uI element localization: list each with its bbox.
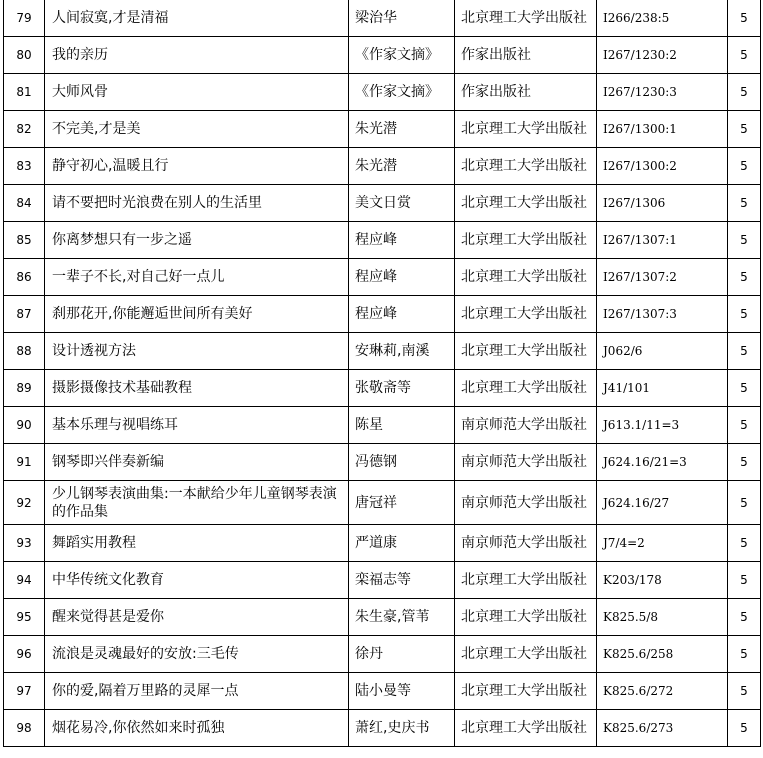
book-author: 程应峰 <box>349 259 455 296</box>
book-title: 基本乐理与视唱练耳 <box>45 407 349 444</box>
table-row <box>4 525 761 562</box>
call-number: I267/1230:2 <box>597 37 728 74</box>
table-row <box>4 444 761 481</box>
call-number: I267/1307:2 <box>597 259 728 296</box>
book-title: 少儿钢琴表演曲集:一本献给少年儿童钢琴表演的作品集 <box>45 481 349 525</box>
copies-count: 5 <box>728 222 761 259</box>
copies-count: 5 <box>728 74 761 111</box>
book-author: 陈星 <box>349 407 455 444</box>
book-title: 大师风骨 <box>45 74 349 111</box>
copies-count: 5 <box>728 370 761 407</box>
book-author: 严道康 <box>349 525 455 562</box>
call-number: J624.16/27 <box>597 481 728 525</box>
book-author: 朱光潜 <box>349 148 455 185</box>
call-number: K203/178 <box>597 562 728 599</box>
book-title: 摄影摄像技术基础教程 <box>45 370 349 407</box>
copies-count: 5 <box>728 673 761 710</box>
call-number: J613.1/11=3 <box>597 407 728 444</box>
book-title: 刹那花开,你能邂逅世间所有美好 <box>45 296 349 333</box>
copies-count: 5 <box>728 562 761 599</box>
book-title: 舞蹈实用教程 <box>45 525 349 562</box>
book-publisher: 北京理工大学出版社 <box>455 333 597 370</box>
table-row <box>4 562 761 599</box>
call-number: I267/1300:2 <box>597 148 728 185</box>
book-author: 徐丹 <box>349 636 455 673</box>
book-title: 请不要把时光浪费在别人的生活里 <box>45 185 349 222</box>
table-row <box>4 370 761 407</box>
book-list-table <box>3 0 761 747</box>
row-number: 88 <box>4 333 45 370</box>
book-publisher: 北京理工大学出版社 <box>455 370 597 407</box>
book-publisher: 北京理工大学出版社 <box>455 710 597 747</box>
call-number: K825.5/8 <box>597 599 728 636</box>
row-number: 82 <box>4 111 45 148</box>
call-number: J062/6 <box>597 333 728 370</box>
book-title: 人间寂寞,才是清福 <box>45 0 349 37</box>
copies-count: 5 <box>728 481 761 525</box>
row-number: 98 <box>4 710 45 747</box>
table-row <box>4 599 761 636</box>
book-publisher: 作家出版社 <box>455 37 597 74</box>
book-title: 中华传统文化教育 <box>45 562 349 599</box>
book-publisher: 北京理工大学出版社 <box>455 0 597 37</box>
row-number: 89 <box>4 370 45 407</box>
book-publisher: 北京理工大学出版社 <box>455 259 597 296</box>
row-number: 91 <box>4 444 45 481</box>
book-publisher: 北京理工大学出版社 <box>455 599 597 636</box>
book-author: 《作家文摘》 <box>349 37 455 74</box>
row-number: 81 <box>4 74 45 111</box>
call-number: J7/4=2 <box>597 525 728 562</box>
copies-count: 5 <box>728 0 761 37</box>
row-number: 94 <box>4 562 45 599</box>
table-row <box>4 74 761 111</box>
table-row <box>4 296 761 333</box>
call-number: I267/1307:3 <box>597 296 728 333</box>
book-publisher: 作家出版社 <box>455 74 597 111</box>
call-number: I267/1230:3 <box>597 74 728 111</box>
book-author: 美文日赏 <box>349 185 455 222</box>
row-number: 92 <box>4 481 45 525</box>
table-row <box>4 111 761 148</box>
row-number: 90 <box>4 407 45 444</box>
book-title: 一辈子不长,对自己好一点儿 <box>45 259 349 296</box>
book-title: 不完美,才是美 <box>45 111 349 148</box>
book-publisher: 北京理工大学出版社 <box>455 185 597 222</box>
book-publisher: 北京理工大学出版社 <box>455 296 597 333</box>
copies-count: 5 <box>728 148 761 185</box>
call-number: I267/1306 <box>597 185 728 222</box>
table-row <box>4 37 761 74</box>
copies-count: 5 <box>728 296 761 333</box>
row-number: 86 <box>4 259 45 296</box>
table-body <box>4 0 761 747</box>
book-author: 程应峰 <box>349 296 455 333</box>
call-number: K825.6/272 <box>597 673 728 710</box>
book-publisher: 北京理工大学出版社 <box>455 222 597 259</box>
row-number: 93 <box>4 525 45 562</box>
book-author: 程应峰 <box>349 222 455 259</box>
row-number: 95 <box>4 599 45 636</box>
row-number: 79 <box>4 0 45 37</box>
table-row <box>4 148 761 185</box>
book-title: 你的爱,隔着万里路的灵犀一点 <box>45 673 349 710</box>
row-number: 87 <box>4 296 45 333</box>
row-number: 83 <box>4 148 45 185</box>
call-number: I267/1300:1 <box>597 111 728 148</box>
book-publisher: 北京理工大学出版社 <box>455 673 597 710</box>
book-publisher: 南京师范大学出版社 <box>455 481 597 525</box>
book-author: 冯德钢 <box>349 444 455 481</box>
book-title: 钢琴即兴伴奏新编 <box>45 444 349 481</box>
book-title: 我的亲历 <box>45 37 349 74</box>
book-title: 设计透视方法 <box>45 333 349 370</box>
row-number: 80 <box>4 37 45 74</box>
row-number: 97 <box>4 673 45 710</box>
book-author: 栾福志等 <box>349 562 455 599</box>
copies-count: 5 <box>728 444 761 481</box>
book-author: 萧红,史庆书 <box>349 710 455 747</box>
book-author: 《作家文摘》 <box>349 74 455 111</box>
table-row <box>4 636 761 673</box>
table-row <box>4 259 761 296</box>
table-row <box>4 185 761 222</box>
call-number: K825.6/273 <box>597 710 728 747</box>
copies-count: 5 <box>728 259 761 296</box>
book-title: 静守初心,温暖且行 <box>45 148 349 185</box>
copies-count: 5 <box>728 525 761 562</box>
book-publisher: 南京师范大学出版社 <box>455 444 597 481</box>
book-title: 你离梦想只有一步之遥 <box>45 222 349 259</box>
book-title: 醒来觉得甚是爱你 <box>45 599 349 636</box>
book-author: 朱生豪,管苇 <box>349 599 455 636</box>
book-author: 张敬斋等 <box>349 370 455 407</box>
copies-count: 5 <box>728 636 761 673</box>
table-row <box>4 333 761 370</box>
copies-count: 5 <box>728 599 761 636</box>
row-number: 96 <box>4 636 45 673</box>
copies-count: 5 <box>728 407 761 444</box>
book-publisher: 南京师范大学出版社 <box>455 525 597 562</box>
copies-count: 5 <box>728 185 761 222</box>
book-publisher: 北京理工大学出版社 <box>455 111 597 148</box>
book-author: 唐冠祥 <box>349 481 455 525</box>
table-row <box>4 222 761 259</box>
row-number: 84 <box>4 185 45 222</box>
copies-count: 5 <box>728 333 761 370</box>
book-title: 烟花易冷,你依然如来时孤独 <box>45 710 349 747</box>
copies-count: 5 <box>728 111 761 148</box>
table-row <box>4 673 761 710</box>
table-row <box>4 407 761 444</box>
book-publisher: 南京师范大学出版社 <box>455 407 597 444</box>
copies-count: 5 <box>728 710 761 747</box>
call-number: J41/101 <box>597 370 728 407</box>
book-publisher: 北京理工大学出版社 <box>455 562 597 599</box>
book-author: 陆小曼等 <box>349 673 455 710</box>
call-number: K825.6/258 <box>597 636 728 673</box>
table-row <box>4 710 761 747</box>
call-number: J624.16/21=3 <box>597 444 728 481</box>
call-number: I266/238:5 <box>597 0 728 37</box>
book-author: 朱光潜 <box>349 111 455 148</box>
copies-count: 5 <box>728 37 761 74</box>
book-publisher: 北京理工大学出版社 <box>455 148 597 185</box>
book-author: 安琳莉,南溪 <box>349 333 455 370</box>
book-publisher: 北京理工大学出版社 <box>455 636 597 673</box>
table-row <box>4 0 761 37</box>
row-number: 85 <box>4 222 45 259</box>
book-title: 流浪是灵魂最好的安放:三毛传 <box>45 636 349 673</box>
table-row <box>4 481 761 525</box>
book-author: 梁治华 <box>349 0 455 37</box>
call-number: I267/1307:1 <box>597 222 728 259</box>
